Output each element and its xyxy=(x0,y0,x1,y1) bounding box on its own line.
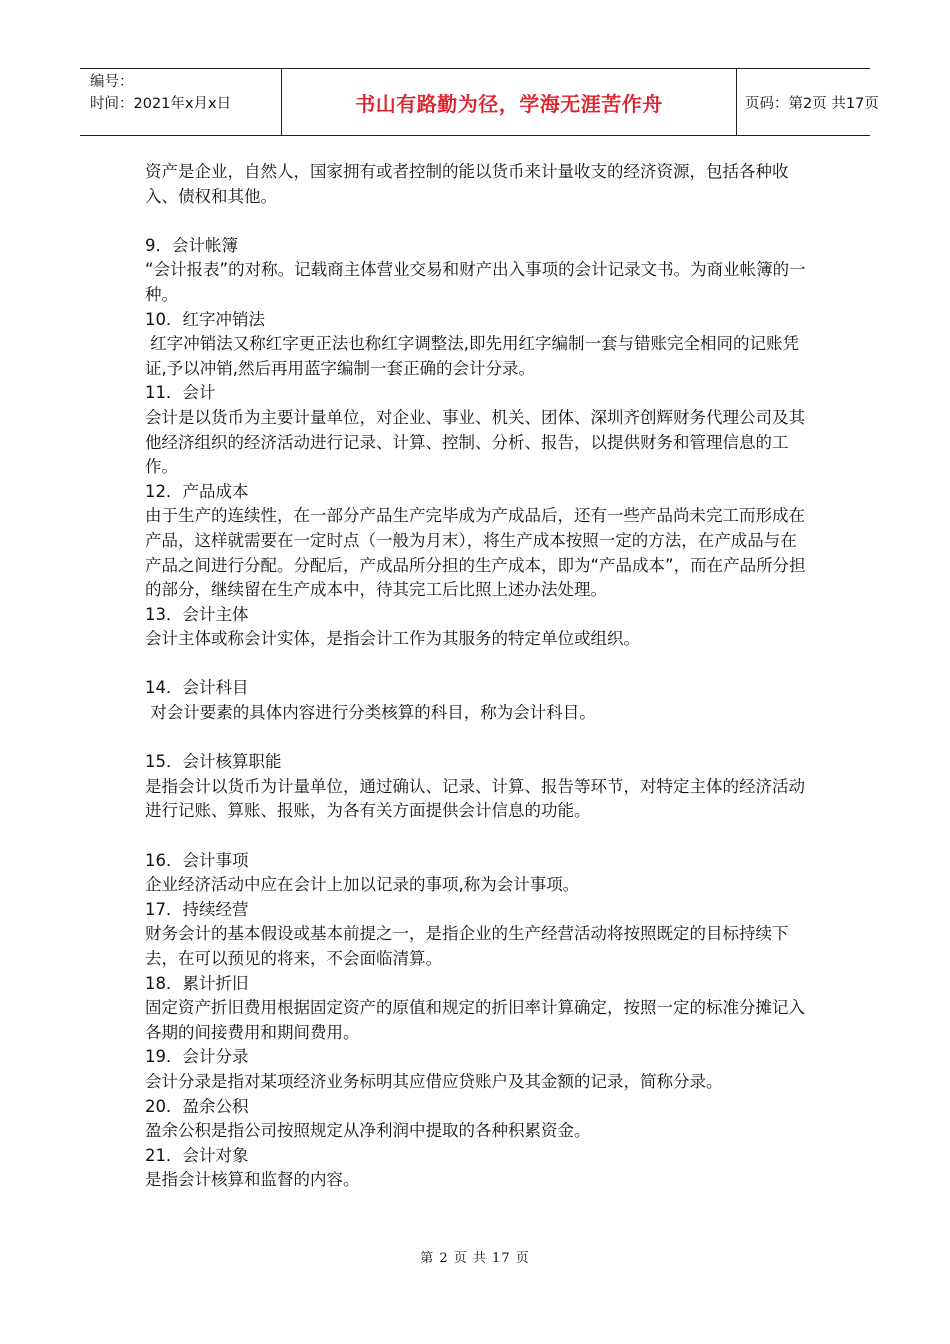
section-title: 21．会计对象 xyxy=(145,1145,249,1165)
document-header xyxy=(80,68,879,136)
section-body: 由于生产的连续性，在一部分产品生产完毕成为产成品后，还有一些产品尚未完工而形成在产品，这样就需要在一定时点（一般为月末），将生产成本按照一定的方法，在产成品与在产品之间进行分配。分配后，产成品所分担的生产成本，即为“产品成本”，而在产品所分担的部分，继续留在生产成本中，待其完工后比照上述办法处理。 xyxy=(145,506,806,600)
page-footer xyxy=(0,1247,950,1266)
document-body xyxy=(145,160,810,1193)
section-title: 13．会计主体 xyxy=(145,604,249,624)
page-info-text: 页码：第2页 共17页 xyxy=(745,95,879,112)
time-label: 时间：2021年x月x日 xyxy=(90,96,232,112)
section-body: 红字冲销法又称红字更正法也称红字调整法,即先用红字编制一套与错账完全相同的记账凭证,予以冲销,然后再用蓝字编制一套正确的会计分录。 xyxy=(145,334,799,378)
section-title: 9．会计帐簿 xyxy=(145,235,238,255)
section-body: 企业经济活动中应在会计上加以记录的事项,称为会计事项。 xyxy=(145,875,580,895)
section-body: 会计主体或称会计实体，是指会计工作为其服务的特定单位或组织。 xyxy=(145,629,640,649)
section-title: 16．会计事项 xyxy=(145,850,249,870)
section-title: 10．红字冲销法 xyxy=(145,309,265,329)
header-motto-cell xyxy=(282,69,737,135)
section-body: 财务会计的基本假设或基本前提之一，是指企业的生产经营活动将按照既定的目标持续下去，在可以预见的将来，不会面临清算。 xyxy=(145,924,789,968)
section-title: 19．会计分录 xyxy=(145,1047,249,1067)
section-title: 11．会计 xyxy=(145,383,216,403)
section-body: 对会计要素的具体内容进行分类核算的科目，称为会计科目。 xyxy=(145,703,596,723)
number-label: 编号： xyxy=(90,74,134,90)
header-meta xyxy=(80,69,282,135)
section-title: 12．产品成本 xyxy=(145,481,249,501)
section-body: 是指会计核算和监督的内容。 xyxy=(145,1170,360,1190)
section-body: 固定资产折旧费用根据固定资产的原值和规定的折旧率计算确定，按照一定的标准分摊记入各期的间接费用和期间费用。 xyxy=(145,998,805,1042)
section-body: 盈余公积是指公司按照规定从净利润中提取的各种积累资金。 xyxy=(145,1121,591,1141)
section-title: 14．会计科目 xyxy=(145,678,249,698)
section-title: 20．盈余公积 xyxy=(145,1096,249,1116)
spacer xyxy=(145,652,810,677)
section-title: 15．会计核算职能 xyxy=(145,752,282,772)
section-title: 17．持续经营 xyxy=(145,899,249,919)
spacer xyxy=(145,726,810,751)
footer-page-number: 第 2 页 共 17 页 xyxy=(420,1251,530,1266)
section-title: 18．累计折旧 xyxy=(145,973,249,993)
header-page-info xyxy=(737,69,879,135)
section-body: 会计是以货币为主要计量单位，对企业、事业、机关、团体、深圳齐创辉财务代理公司及其他经济组织的经济活动进行记录、计算、控制、分析、报告，以提供财务和管理信息的工作。 xyxy=(145,407,805,477)
motto-text: 书山有路勤为径，学海无涯苦作舟 xyxy=(355,91,663,116)
spacer xyxy=(145,824,810,849)
section-body: 是指会计以货币为计量单位，通过确认、记录、计算、报告等环节，对特定主体的经济活动进行记账、算账、报账，为各有关方面提供会计信息的功能。 xyxy=(145,776,805,821)
section-body: “会计报表”的对称。记载商主体营业交易和财产出入事项的会计记录文书。为商业帐簿的一种。 xyxy=(145,260,806,304)
intro-paragraph: 资产是企业，自然人，国家拥有或者控制的能以货币来计量收支的经济资源，包括各种收入、债权和其他。 xyxy=(145,162,789,206)
section-body: 会计分录是指对某项经济业务标明其应借应贷账户及其金额的记录，简称分录。 xyxy=(145,1071,723,1091)
spacer xyxy=(145,209,810,234)
